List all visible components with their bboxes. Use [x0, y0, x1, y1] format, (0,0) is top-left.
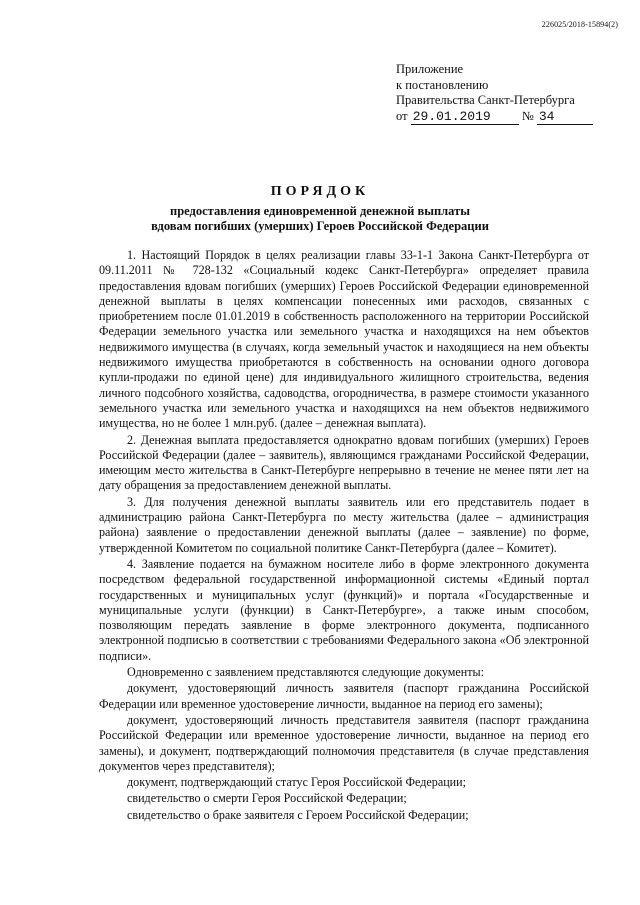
appendix-date-row	[396, 109, 593, 126]
appendix-line-1: Приложение	[396, 62, 464, 76]
document-item: документ, удостоверяющий личность представителя заявителя (паспорт гражданина Российской Федерации или временное удостоверение личности, выданное на период его замены), и документ, подтверждающий полномочия представителя (в случае представления документов через представителя);	[99, 712, 589, 773]
document-body	[99, 248, 589, 823]
document-item: документ, удостоверяющий личность заявителя (паспорт гражданина Российской Федерации или временное удостоверение личности, выданное на период его замены);	[99, 681, 589, 711]
document-item: документ, подтверждающий статус Героя Российской Федерации;	[127, 775, 466, 790]
handwritten-number: 34	[537, 109, 593, 126]
paragraph-2: 2. Денежная выплата предоставляется однократно вдовам погибших (умерших) Героев Российской Федерации (далее – заявитель), являющимся гражданами Российской Федерации, имеющим место жительства в Санкт-Петербурге непрерывно в течение не менее пяти лет на дату обращения за предоставлением денежной выплаты.	[99, 432, 589, 493]
from-label: от	[396, 108, 408, 123]
paragraph-1: 1. Настоящий Порядок в целях реализации главы 33-1-1 Закона Санкт-Петербурга от 09.11.2011 № 728-132 «Социальный кодекс Санкт-Петербурга» определяет правила предоставления вдовам погибших (умерших) Героев Российской Федерации единовременной денежной выплаты в целях компенсации понесенных ими расходов, связанных с приобретением после 01.01.2019 в собственность расположенного на территории Российской Федерации земельного участка или земельного участка и находящихся на нем объектов недвижимого имущества (в случаях, когда земельный участок и находящиеся на нем объекты недвижимого имущества приобретаются в собственность на основании одного договора купли-продажи по единой цене) для индивидуального жилищного строительства, ведения личного подсобного хозяйства, садоводства, огородничества, в размере стоимости указанного земельного участка или земельного участка и находящихся на нем объектов недвижимого имущества, но не более 1 млн.руб. (далее – денежная выплата).	[99, 248, 589, 431]
appendix-line-2: к постановлению	[396, 77, 489, 92]
subtitle-line-2: вдовам погибших (умерших) Героев Российской Федерации	[151, 219, 489, 233]
appendix-block	[396, 62, 593, 125]
document-item: свидетельство о браке заявителя с Героем Российской Федерации;	[127, 807, 469, 822]
number-label: №	[521, 108, 534, 123]
paragraph-3: 3. Для получения денежной выплаты заявитель или его представитель подает в администрацию района Санкт-Петербурга по месту жительства (далее – администрация района) заявление о предоставлении денежной выплаты (далее – заявление) по форме, утвержденной Комитетом по социальной политике Санкт-Петербурга (далее – Комитет).	[99, 494, 589, 555]
document-item: свидетельство о смерти Героя Российской Федерации;	[127, 791, 407, 806]
document-id: 226025/2018-15894(2)	[541, 20, 618, 29]
document-title: ПОРЯДОК	[270, 184, 370, 199]
document-subtitle	[0, 204, 640, 234]
subtitle-line-1: предоставления единовременной денежной выплаты	[170, 204, 470, 218]
paragraph-4: 4. Заявление подается на бумажном носителе либо в форме электронного документа посредством федеральной государственной информационной системы «Единый портал государственных и муниципальных услуг (функций)» и портала «Государственные и муниципальные услуги (функции) в Санкт-Петербурге», а также иным способом, позволяющим передать заявление в форме электронного документа, подписанного электронной подписью в соответствии с требованиями Федерального закона «Об электронной подписи».	[99, 556, 589, 663]
appendix-line-3: Правительства Санкт-Петербурга	[396, 93, 575, 107]
documents-intro: Одновременно с заявлением представляются следующие документы:	[127, 665, 484, 680]
handwritten-date: 29.01.2019	[411, 109, 519, 126]
